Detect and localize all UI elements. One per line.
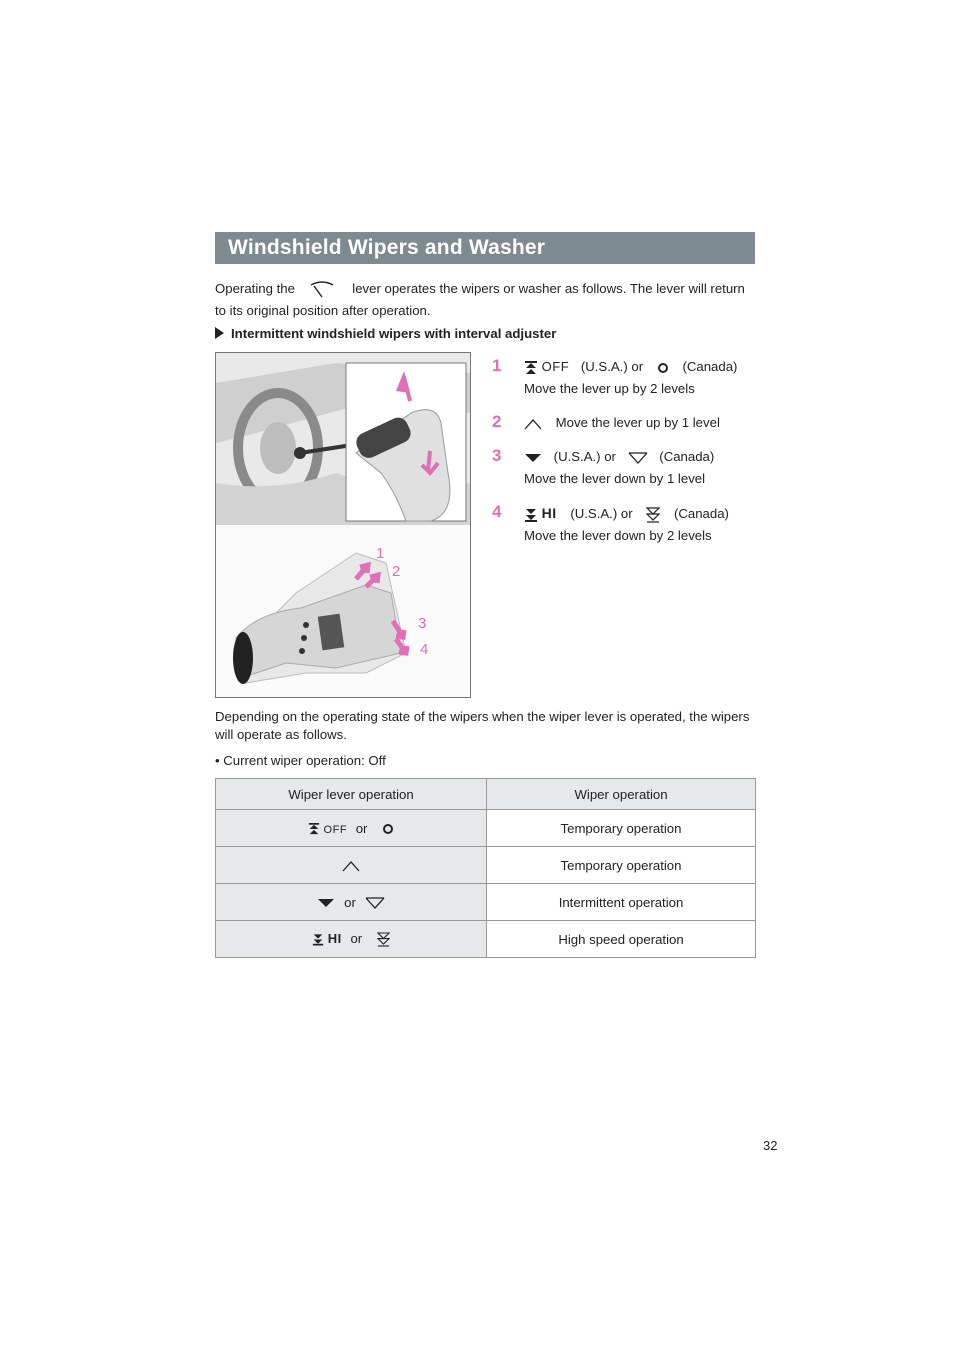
hi-label: HI xyxy=(541,505,557,521)
intro-line2: to its original position after operation. xyxy=(215,303,431,318)
callout-3: 3 xyxy=(418,615,427,632)
usa-label: (U.S.A.) or xyxy=(553,449,616,464)
lever-cell xyxy=(216,921,487,958)
canada-label: (Canada) xyxy=(682,359,738,374)
subheading xyxy=(215,326,556,341)
table-header-operation: Wiper operation xyxy=(487,779,756,810)
off-label: OFF xyxy=(323,823,348,836)
step-desc: Move the lever up by 2 levels xyxy=(524,381,695,396)
down-filled-icon xyxy=(317,898,335,908)
page-number: 32 xyxy=(763,1138,778,1153)
operation-cell: High speed operation xyxy=(487,921,756,958)
double-up-off-icon xyxy=(308,823,320,835)
or-label: or xyxy=(350,930,363,946)
step-1 xyxy=(492,356,762,412)
table-row xyxy=(216,847,756,884)
callout-2: 2 xyxy=(392,563,401,580)
or-label: or xyxy=(355,820,368,836)
after-text-line2: will operate as follows. xyxy=(215,727,347,742)
subheading-text: Intermittent windshield wipers with interval adjuster xyxy=(231,326,557,341)
operation-cell: Temporary operation xyxy=(487,810,756,847)
up-outline-icon xyxy=(342,860,360,872)
circle-o-icon xyxy=(382,823,394,835)
double-down-outline-icon xyxy=(377,932,390,947)
double-down-hi-icon xyxy=(524,508,538,522)
step-desc: Move the lever down by 2 levels xyxy=(524,528,712,543)
section-header: Windshield Wipers and Washer xyxy=(215,232,755,264)
bullet-current-operation: • Current wiper operation: Off xyxy=(215,753,386,768)
lever-cell xyxy=(216,847,487,884)
wiper-icon xyxy=(309,281,335,299)
steps-list xyxy=(492,356,762,558)
after-text-line1: Depending on the operating state of the wipers when the wiper lever is operated, the wipers xyxy=(215,709,750,724)
step-desc: Move the lever up by 1 level xyxy=(555,415,720,430)
intro-paragraph xyxy=(215,278,760,300)
lever-cell xyxy=(216,884,487,921)
operation-cell: Temporary operation xyxy=(487,847,756,884)
double-down-hi-icon xyxy=(312,933,324,946)
table-row xyxy=(216,884,756,921)
intro-after: lever operates the wipers or washer as follows. The lever will return xyxy=(352,281,745,296)
hi-label: HI xyxy=(327,930,342,946)
wiper-operation-table xyxy=(215,778,756,958)
off-label: OFF xyxy=(541,359,570,374)
step-number: 4 xyxy=(492,502,502,521)
operation-cell: Intermittent operation xyxy=(487,884,756,921)
double-down-outline-icon xyxy=(646,507,660,523)
intro-before: Operating the xyxy=(215,281,295,296)
lever-cell xyxy=(216,810,487,847)
step-number: 1 xyxy=(492,356,502,375)
double-up-off-icon xyxy=(524,361,538,375)
usa-label: (U.S.A.) or xyxy=(570,506,633,521)
canada-label: (Canada) xyxy=(659,449,715,464)
down-outline-icon xyxy=(365,897,385,909)
callout-4: 4 xyxy=(420,641,429,658)
wiper-lever-illustration xyxy=(215,352,471,698)
triangle-bullet-icon xyxy=(215,327,224,339)
table-row xyxy=(216,810,756,847)
table-row xyxy=(216,921,756,958)
up-outline-icon xyxy=(524,418,542,430)
step-number: 3 xyxy=(492,446,502,465)
step-2 xyxy=(492,412,762,446)
callout-arrows xyxy=(216,353,471,698)
table-header-lever: Wiper lever operation xyxy=(216,779,487,810)
step-3 xyxy=(492,446,762,502)
canada-label: (Canada) xyxy=(673,506,729,521)
down-filled-icon xyxy=(524,453,542,463)
step-desc: Move the lever down by 1 level xyxy=(524,471,706,486)
usa-label: (U.S.A.) or xyxy=(580,359,644,374)
step-number: 2 xyxy=(492,412,502,431)
circle-o-icon xyxy=(657,362,669,374)
or-label: or xyxy=(344,894,356,910)
callout-1: 1 xyxy=(376,545,385,562)
step-4 xyxy=(492,502,762,558)
down-outline-icon xyxy=(628,452,648,464)
